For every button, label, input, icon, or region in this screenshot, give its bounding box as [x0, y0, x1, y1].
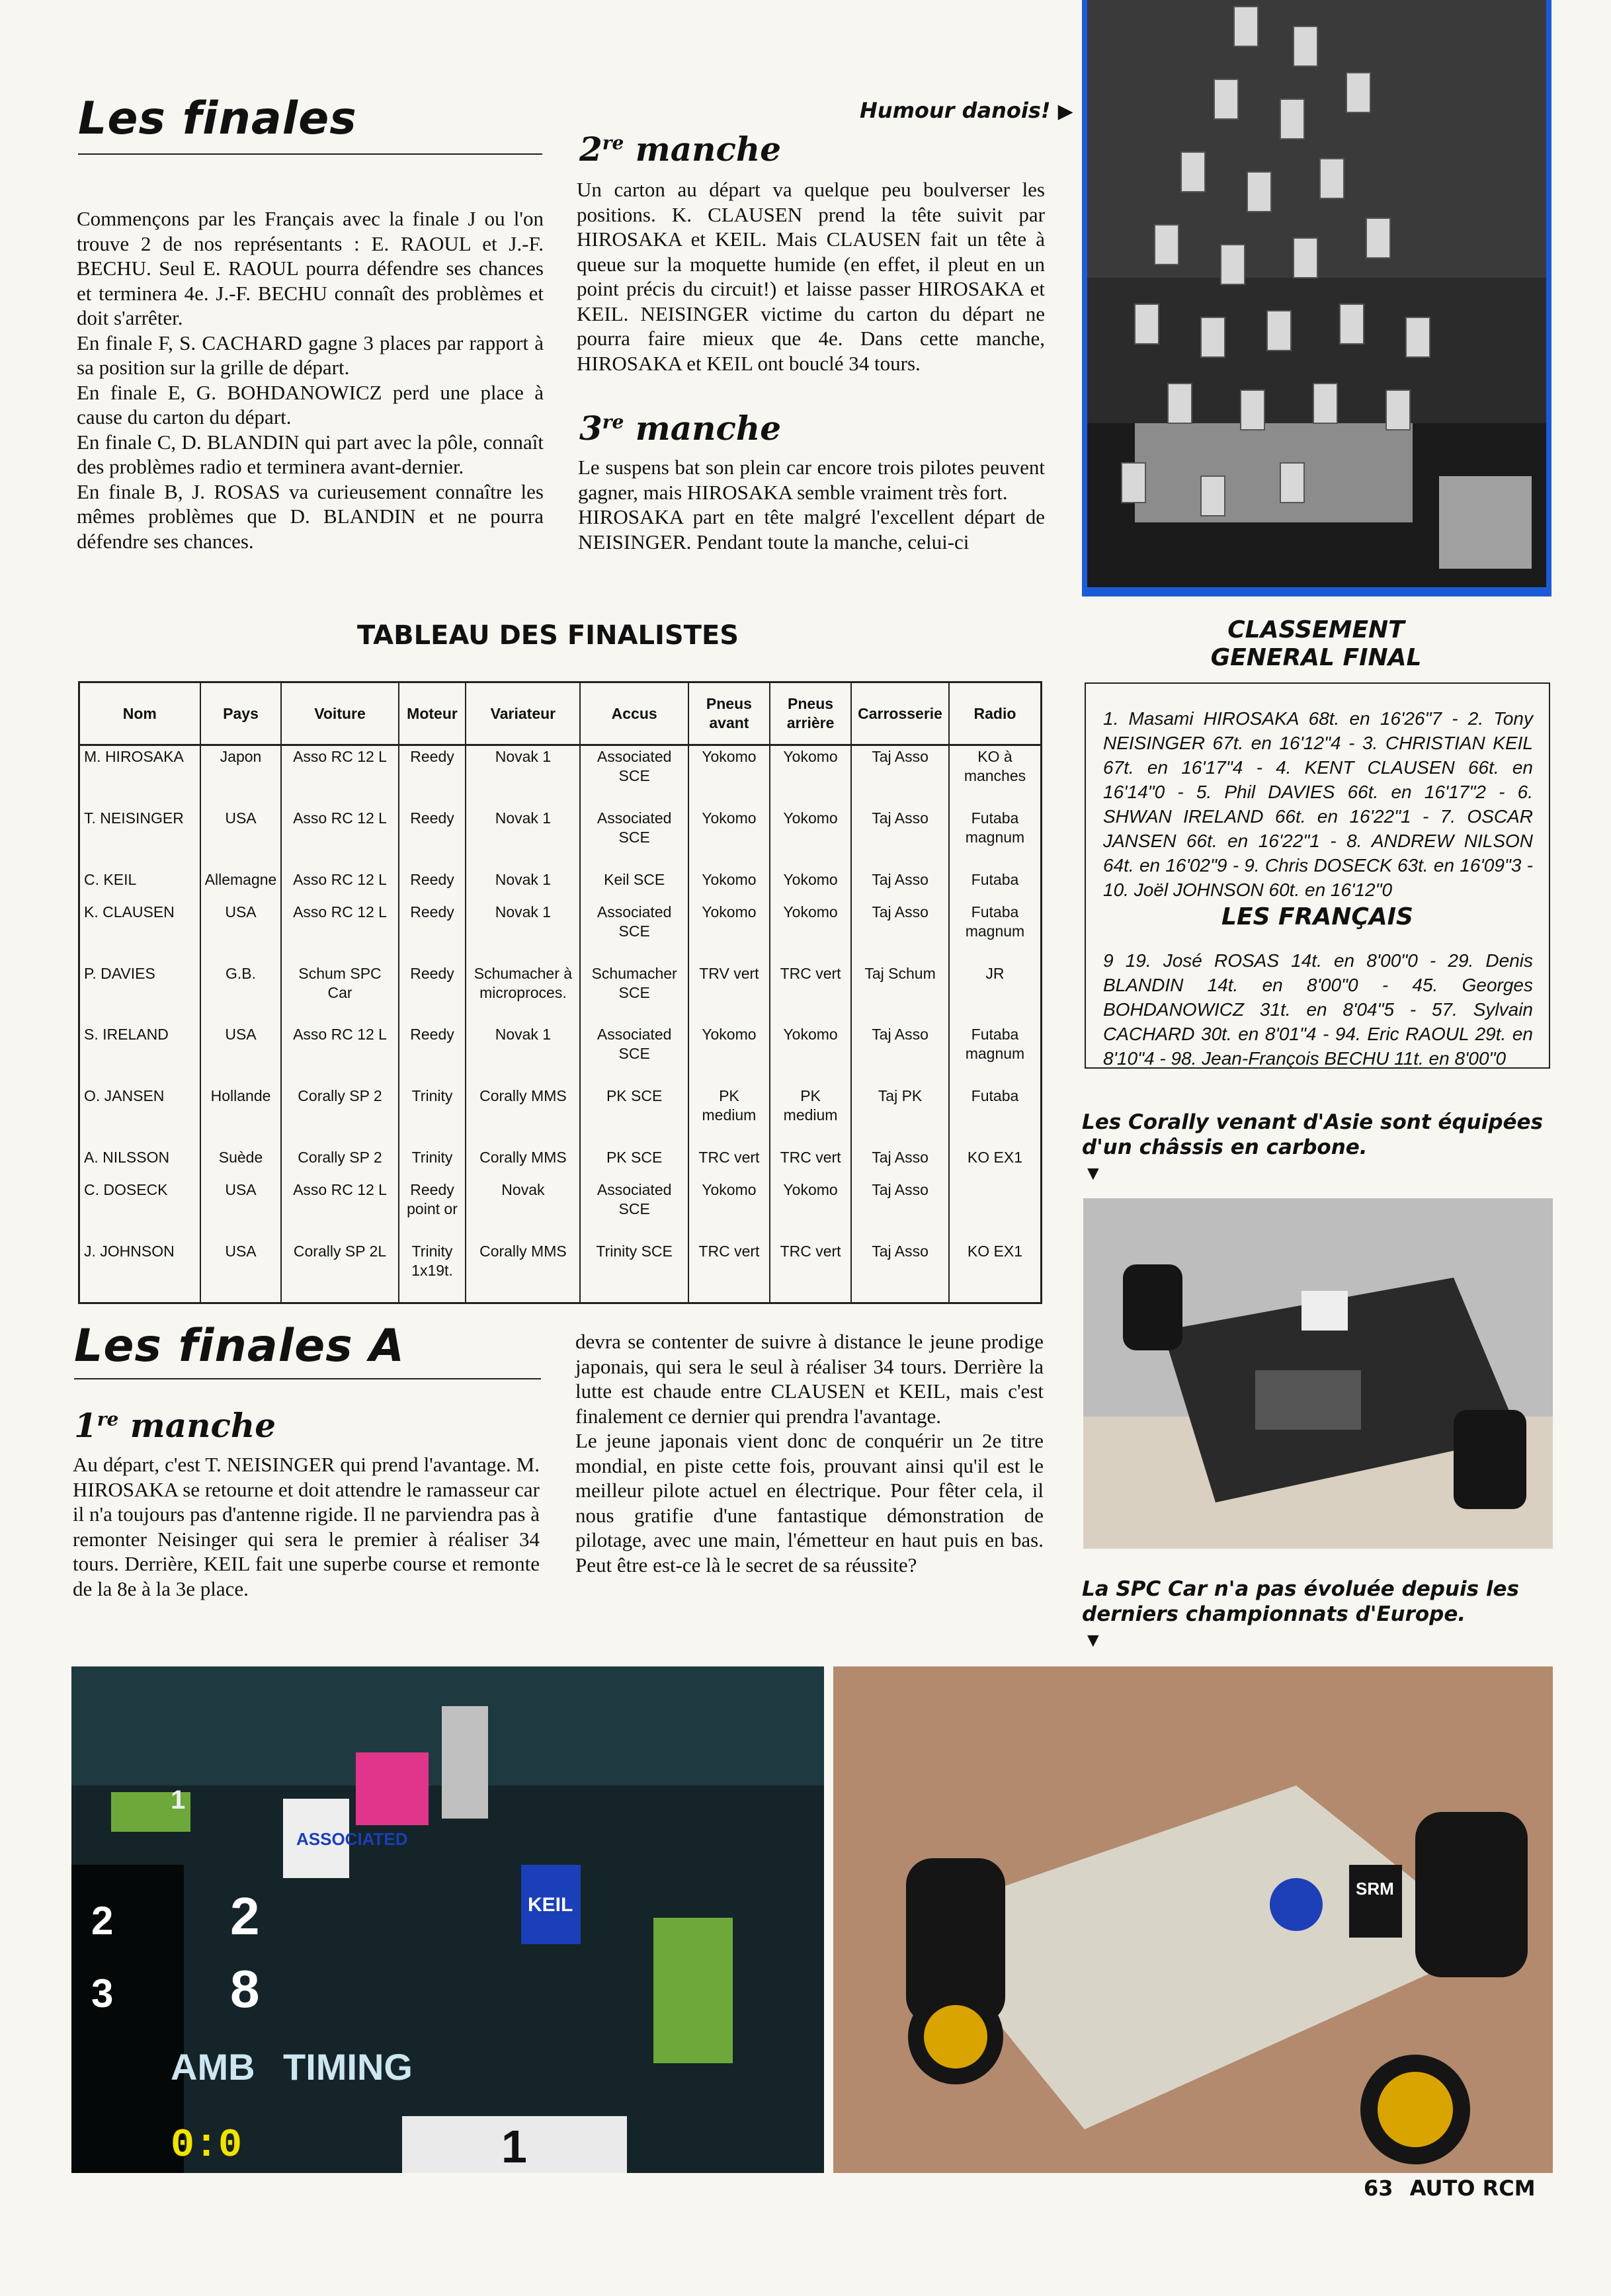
kicker-text: Humour danois! — [860, 98, 1051, 123]
table-row: P. DAVIES G.B. Schum SPC Car Reedy Schumacher à microproces. Schumacher SCE TRV vert TRC vert Taj Schum JR — [79, 963, 1042, 1024]
arrow-down-icon: ▼ — [1083, 1163, 1103, 1184]
column-header: Voiture — [281, 682, 398, 745]
arrow-right-icon: ▶ — [1057, 100, 1073, 123]
paragraph: devra se contenter de suivre à distance le jeune prodige japonais, qui sera le seul à réaliser 34 tours. Derrière la lutte est chaude entre CLAUSEN et KEIL, mais c'est finalement ce dernier qui prendra l'avantage. — [575, 1330, 1044, 1428]
paragraph: Commençons par les Français avec la finale J ou l'on trouve 2 de nos représentants : E. RAOUL et J.-F. BECHU. Seul E. RAOUL pourra défendre ses chances et terminera 4e. J.-F. BECHU connaît des problèmes et doit s'arrêter. — [77, 207, 544, 329]
corally-chassis-image — [1083, 1198, 1553, 1549]
podium-board-2: 2 — [91, 1899, 114, 1943]
paragraph: En finale B, J. ROSAS va curieusement connaître les mêmes problèmes que D. BLANDIN et ne pourra défendre ses chances. — [77, 479, 544, 553]
photo-corally-chassis — [1083, 1198, 1553, 1549]
table-row: C. KEIL Allemagne Asso RC 12 L Reedy Novak 1 Keil SCE Yokomo Yokomo Taj Asso Futaba — [79, 869, 1042, 901]
paragraph: En finale C, D. BLANDIN qui part avec la pôle, connaît des problèmes radio et terminera avant-dernier. — [77, 430, 544, 478]
column-header: Radio — [949, 682, 1042, 745]
magazine-name: AUTO RCM — [1409, 2176, 1536, 2201]
column-header: Carrosserie — [851, 682, 949, 745]
timing-text: TIMING — [283, 2046, 413, 2088]
kicker-humour — [860, 98, 1073, 123]
manche-3-text — [578, 455, 1045, 579]
podium-board-3b: 8 — [230, 1959, 260, 2018]
page-number: 63 — [1364, 2176, 1393, 2201]
finales-article — [77, 206, 544, 554]
srm-label: SRM — [1356, 1879, 1394, 1899]
paragraph: Le jeune japonais vient donc de conquérir un 2e titre mondial, en piste cette fois, prouvant ainsi qu'il est le meilleur pilote actuel en électrique. Pour fêter cela, il nous gratifie d'une fantastique démonstration de pilotage, avec une main, l'émetteur en haut puis en bas. Peut être est-ce là le secret de sa réussite? — [575, 1429, 1044, 1577]
heading-manche-1: 1re manche — [74, 1406, 276, 1445]
column-header: Nom — [79, 682, 200, 745]
column-header: Pays — [200, 682, 282, 745]
column-header: Moteur — [399, 682, 466, 745]
table-row: T. NEISINGER USA Asso RC 12 L Reedy Novak 1 Associated SCE Yokomo Yokomo Taj Asso Futaba magnum — [79, 807, 1042, 869]
finales-a-col2 — [575, 1329, 1044, 1577]
table-row: O. JANSEN Hollande Corally SP 2 Trinity Corally MMS PK SCE PK medium PK medium Taj PK Futaba — [79, 1085, 1042, 1147]
column-header: Pneus avant — [688, 682, 770, 745]
podium-board-3: 3 — [91, 1971, 114, 2016]
podium-board-1: 1 — [171, 1785, 186, 1815]
paragraph: Le suspens bat son plein car encore trois pilotes peuvent gagner, mais HIROSAKA semble vraiment très fort. — [578, 456, 1045, 504]
arrow-down-icon: ▼ — [1083, 1629, 1103, 1651]
table-row: C. DOSECK USA Asso RC 12 L Reedy point or Novak Associated SCE Yokomo Yokomo Taj Asso — [79, 1179, 1042, 1241]
column-header: Pneus arrière — [770, 682, 851, 745]
table-row: M. HIROSAKA Japon Asso RC 12 L Reedy Novak 1 Associated SCE Yokomo Yokomo Taj Asso KO à manches — [79, 745, 1042, 808]
amb-logo-text: AMB — [171, 2046, 255, 2088]
finalists-table — [78, 681, 1042, 1304]
section-title-finales-a: Les finales A — [74, 1320, 405, 1372]
table-header-row — [79, 682, 1042, 745]
photo-podium — [71, 1666, 824, 2173]
manche-1-text: Au départ, c'est T. NEISINGER qui prend l'avantage. M. HIROSAKA se retourne et doit attendre le ramasseur car il n'a toujours pas d'antenne rigide. Il ne parviendra pas à remonter Neisinger qui sera le premier à réaliser 34 tours. Derrière, KEIL fait une superbe course et remonte de la 8e à la 3e place. — [73, 1453, 540, 1600]
table-title: TABLEAU DES FINALISTES — [357, 620, 739, 651]
manche-2-text: Un carton au départ va quelque peu boulverser les positions. K. CLAUSEN prend la tête suivit par HIROSAKA et KEIL. Mais CLAUSEN fait un tête à queue sur la moquette humide (en effet, il pleut en un point précis du circuit!) et laisse passer HIROSAKA et KEIL. NEISINGER victime du carton du départ ne pourra faire mieux que 4e. Dans cette manche, HIROSAKA et KEIL ont bouclé 34 tours. — [577, 178, 1045, 375]
podium-step-number: 1 — [501, 2121, 527, 2172]
paragraph: HIROSAKA part en tête malgré l'excellent départ de NEISINGER. Pendant toute la manche, celui-ci — [578, 505, 1045, 554]
caption-spc: La SPC Car n'a pas évoluée depuis les derniers championnats d'Europe. — [1082, 1577, 1519, 1626]
column-header: Variateur — [466, 682, 580, 745]
shirt-text: ASSOCIATED — [296, 1829, 408, 1849]
title-rule — [78, 153, 542, 155]
section-title-finales: Les finales — [78, 93, 357, 145]
paragraph: En finale E, G. BOHDANOWICZ perd une place à cause du carton du départ. — [77, 380, 544, 429]
cans-tree-image — [1082, 0, 1551, 596]
keil-shirt-text: KEIL — [528, 1894, 573, 1916]
clock-display: 0:0 — [171, 2123, 243, 2168]
podium-board-2b: 2 — [230, 1887, 260, 1946]
francais-text: 9 19. José ROSAS 14t. en 8'00"0 - 29. Denis BLANDIN 14t. en 8'00"0 - 45. Georges BOHDANOWICZ 31t. en 8'04"5 - 57. Sylvain CACHARD 30t. en 8'01"4 - 94. Eric RAOUL 29t. en 8'10"4 - 98. Jean-François BECHU 11t. en 8'00"0 — [1103, 950, 1533, 1069]
column-header: Accus — [580, 682, 688, 745]
page-footer — [1364, 2176, 1536, 2201]
table-row: K. CLAUSEN USA Asso RC 12 L Reedy Novak 1 Associated SCE Yokomo Yokomo Taj Asso Futaba magnum — [79, 901, 1042, 963]
photo-spc-car — [833, 1666, 1553, 2173]
francais-title: LES FRANÇAIS — [1221, 903, 1413, 930]
table-row: J. JOHNSON USA Corally SP 2L Trinity 1x19t. Corally MMS Trinity SCE TRC vert TRC vert Taj Asso KO EX1 — [79, 1241, 1042, 1303]
caption-corally: Les Corally venant d'Asie sont équipées d'un châssis en carbone. — [1082, 1110, 1544, 1159]
table-row: S. IRELAND USA Asso RC 12 L Reedy Novak 1 Associated SCE Yokomo Yokomo Taj Asso Futaba magnum — [79, 1024, 1042, 1085]
spc-car-image — [833, 1666, 1553, 2173]
classement-general-text: 1. Masami HIROSAKA 68t. en 16'26"7 - 2. Tony NEISINGER 67t. en 16'12"4 - 3. CHRISTIAN KEIL 67t. en 16'17"4 - 4. KENT CLAUSEN 66t. en 16'14"0 - 5. Phil DAVIES 66t. en 16'17"2 - 6. SHWAN IRELAND 66t. en 16'22"1 - 7. OSCAR JANSEN 66t. en 16'22"1 - 8. ANDREW NILSON 64t. en 16'02"9 - 9. Chris DOSECK 63t. en 16'09"3 - 10. Joël JOHNSON 60t. en 16'12"0 — [1103, 708, 1533, 900]
heading-manche-2: 2re manche — [579, 130, 782, 169]
classement-box — [1085, 682, 1550, 1069]
classement-title: CLASSEMENT GENERAL FINAL — [1210, 616, 1422, 671]
heading-manche-3: 3re manche — [579, 409, 782, 448]
title-rule — [74, 1378, 541, 1379]
paragraph: En finale F, S. CACHARD gagne 3 places par rapport à sa position sur la grille de départ. — [77, 331, 544, 379]
podium-image — [71, 1666, 824, 2173]
photo-cans-tree — [1082, 0, 1551, 596]
table-row: A. NILSSON Suède Corally SP 2 Trinity Corally MMS PK SCE TRC vert TRC vert Taj Asso KO EX1 — [79, 1147, 1042, 1179]
